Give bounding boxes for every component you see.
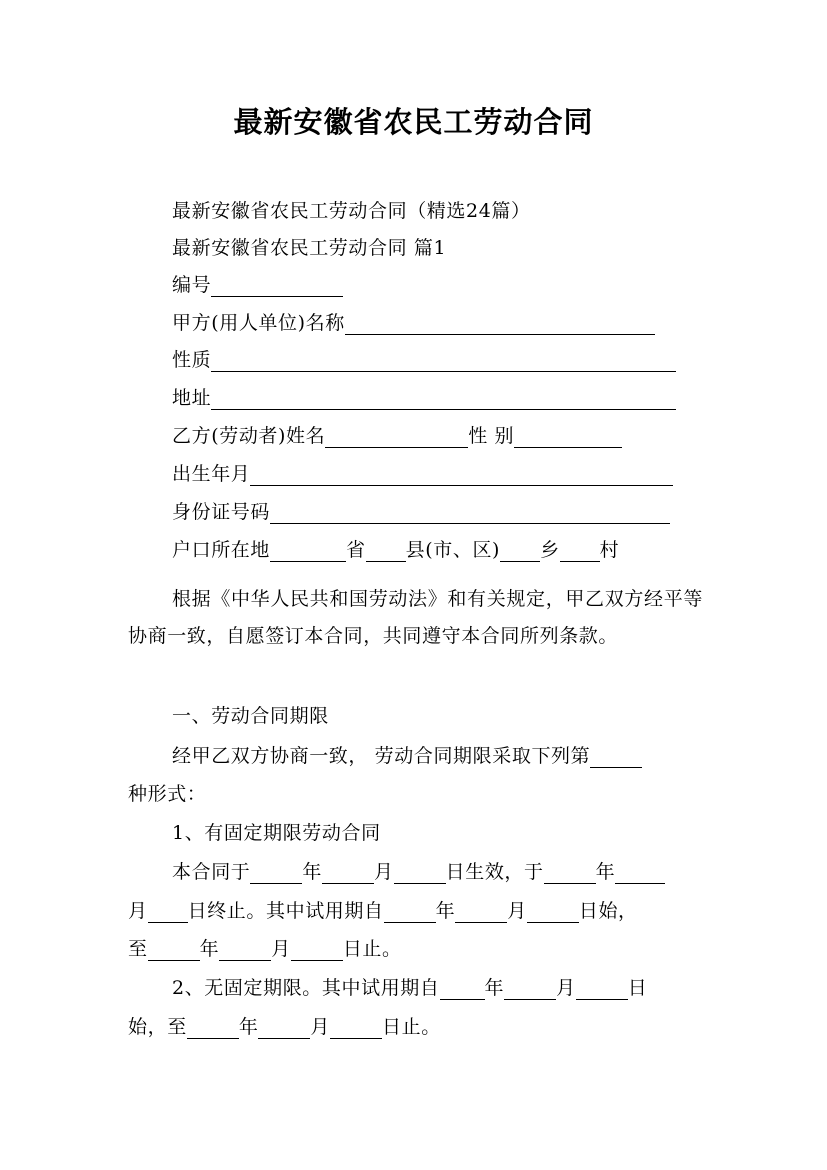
open-trial-month-blank[interactable] bbox=[504, 977, 556, 1000]
fixed-end-day-blank[interactable] bbox=[148, 900, 188, 923]
field-nature-row bbox=[128, 342, 703, 379]
hukou-province-blank[interactable] bbox=[270, 539, 346, 562]
year-label: 年 bbox=[199, 938, 220, 960]
open-term-line1 bbox=[128, 970, 703, 1007]
hukou-township-label: 乡 bbox=[540, 539, 560, 561]
fixed-start-day-blank[interactable] bbox=[394, 861, 446, 884]
day-end-label: 日止。 bbox=[342, 938, 402, 960]
open-end-day-blank[interactable] bbox=[330, 1016, 382, 1039]
section-heading: 最新安徽省农民工劳动合同 篇1 bbox=[172, 237, 447, 259]
trial-end-year-blank[interactable] bbox=[148, 938, 200, 961]
year-label: 年 bbox=[435, 900, 456, 922]
day-start-label: 日始， bbox=[578, 900, 638, 922]
month-label: 月 bbox=[271, 938, 291, 960]
year-label: 年 bbox=[484, 977, 505, 999]
field-id-label: 身份证号码 bbox=[172, 501, 271, 523]
open-trial-year-blank[interactable] bbox=[440, 977, 485, 1000]
to-label: 至 bbox=[128, 938, 148, 960]
fixed-term-line1 bbox=[128, 854, 703, 891]
year-label: 年 bbox=[302, 861, 323, 883]
field-address-blank[interactable] bbox=[211, 387, 676, 410]
field-hukou-label: 户口所在地 bbox=[172, 539, 271, 561]
term-choice-blank[interactable] bbox=[590, 745, 642, 768]
fixed-trial-text: 日终止。其中试用期自 bbox=[187, 900, 384, 922]
month-label: 月 bbox=[374, 861, 394, 883]
term-text: 经甲乙双方协商一致， 劳动合同期限采取下列第 bbox=[172, 745, 591, 767]
hukou-village-blank[interactable] bbox=[560, 539, 600, 562]
hukou-township-blank[interactable] bbox=[500, 539, 540, 562]
open-term-to-text: 始，至 bbox=[128, 1016, 187, 1038]
hukou-province-label: 省 bbox=[346, 539, 366, 561]
day-end-label: 日止。 bbox=[382, 1016, 441, 1038]
field-birth-label: 出生年月 bbox=[172, 463, 251, 485]
month-label: 月 bbox=[310, 1016, 331, 1038]
open-trial-day-blank[interactable] bbox=[576, 977, 628, 1000]
trial-start-month-blank[interactable] bbox=[455, 900, 507, 923]
fixed-start-text: 本合同于 bbox=[172, 861, 251, 883]
fixed-start-year-blank[interactable] bbox=[250, 861, 302, 884]
fixed-effective-text: 日生效，于 bbox=[445, 861, 544, 883]
field-id-row bbox=[128, 494, 703, 531]
fixed-term-line3 bbox=[128, 931, 703, 968]
month-label: 月 bbox=[507, 900, 527, 922]
field-number-label: 编号 bbox=[172, 274, 212, 296]
field-gender-label: 性 别 bbox=[468, 425, 515, 447]
hukou-county-label: 县(市、区) bbox=[405, 539, 501, 561]
document-title: 最新安徽省农民工劳动合同 bbox=[233, 105, 594, 139]
hukou-county-blank[interactable] bbox=[366, 539, 406, 562]
field-party-b-label: 乙方(劳动者)姓名 bbox=[172, 425, 326, 447]
field-gender-blank[interactable] bbox=[514, 425, 622, 448]
trial-end-month-blank[interactable] bbox=[219, 938, 271, 961]
year-label: 年 bbox=[238, 1016, 259, 1038]
field-party-b-blank[interactable] bbox=[325, 425, 468, 448]
field-number-row bbox=[128, 267, 703, 304]
document-subtitle: 最新安徽省农民工劳动合同（精选24篇） bbox=[172, 200, 531, 222]
field-birth-blank[interactable] bbox=[250, 463, 673, 486]
field-nature-label: 性质 bbox=[172, 349, 212, 371]
trial-start-day-blank[interactable] bbox=[527, 900, 579, 923]
month-label: 月 bbox=[556, 977, 576, 999]
field-id-blank[interactable] bbox=[270, 501, 670, 524]
field-number-blank[interactable] bbox=[211, 274, 343, 297]
fixed-term-line2 bbox=[128, 893, 703, 930]
term-row bbox=[128, 738, 703, 775]
year-label: 年 bbox=[595, 861, 616, 883]
intro-paragraph: 根据《中华人民共和国劳动法》和有关规定，甲乙双方经平等协商一致，自愿签订本合同，共同遵守本合同所列条款。 bbox=[128, 588, 703, 647]
open-term-text: 2、无固定期限。其中试用期自 bbox=[172, 977, 440, 999]
month-label: 月 bbox=[128, 900, 148, 922]
field-nature-blank[interactable] bbox=[211, 349, 676, 372]
section-1-heading: 一、劳动合同期限 bbox=[172, 705, 329, 727]
fixed-start-month-blank[interactable] bbox=[322, 861, 374, 884]
fixed-end-year-blank[interactable] bbox=[544, 861, 596, 884]
fixed-end-month-blank[interactable] bbox=[615, 861, 665, 884]
hukou-village-label: 村 bbox=[599, 539, 620, 561]
field-address-row bbox=[128, 380, 703, 417]
trial-end-day-blank[interactable] bbox=[291, 938, 343, 961]
open-term-line2 bbox=[128, 1009, 703, 1046]
field-hukou-row bbox=[128, 532, 703, 569]
term-row-cont: 种形式： bbox=[128, 783, 207, 805]
field-party-a-blank[interactable] bbox=[345, 312, 655, 335]
field-party-a-label: 甲方(用人单位)名称 bbox=[172, 312, 345, 334]
field-party-a-row bbox=[128, 305, 703, 342]
day-label: 日 bbox=[627, 977, 648, 999]
fixed-term-heading: 1、有固定期限劳动合同 bbox=[172, 822, 381, 844]
open-end-year-blank[interactable] bbox=[187, 1016, 239, 1039]
field-address-label: 地址 bbox=[172, 387, 212, 409]
field-party-b-row bbox=[128, 418, 703, 455]
open-end-month-blank[interactable] bbox=[258, 1016, 310, 1039]
trial-start-year-blank[interactable] bbox=[384, 900, 436, 923]
field-birth-row bbox=[128, 456, 703, 493]
